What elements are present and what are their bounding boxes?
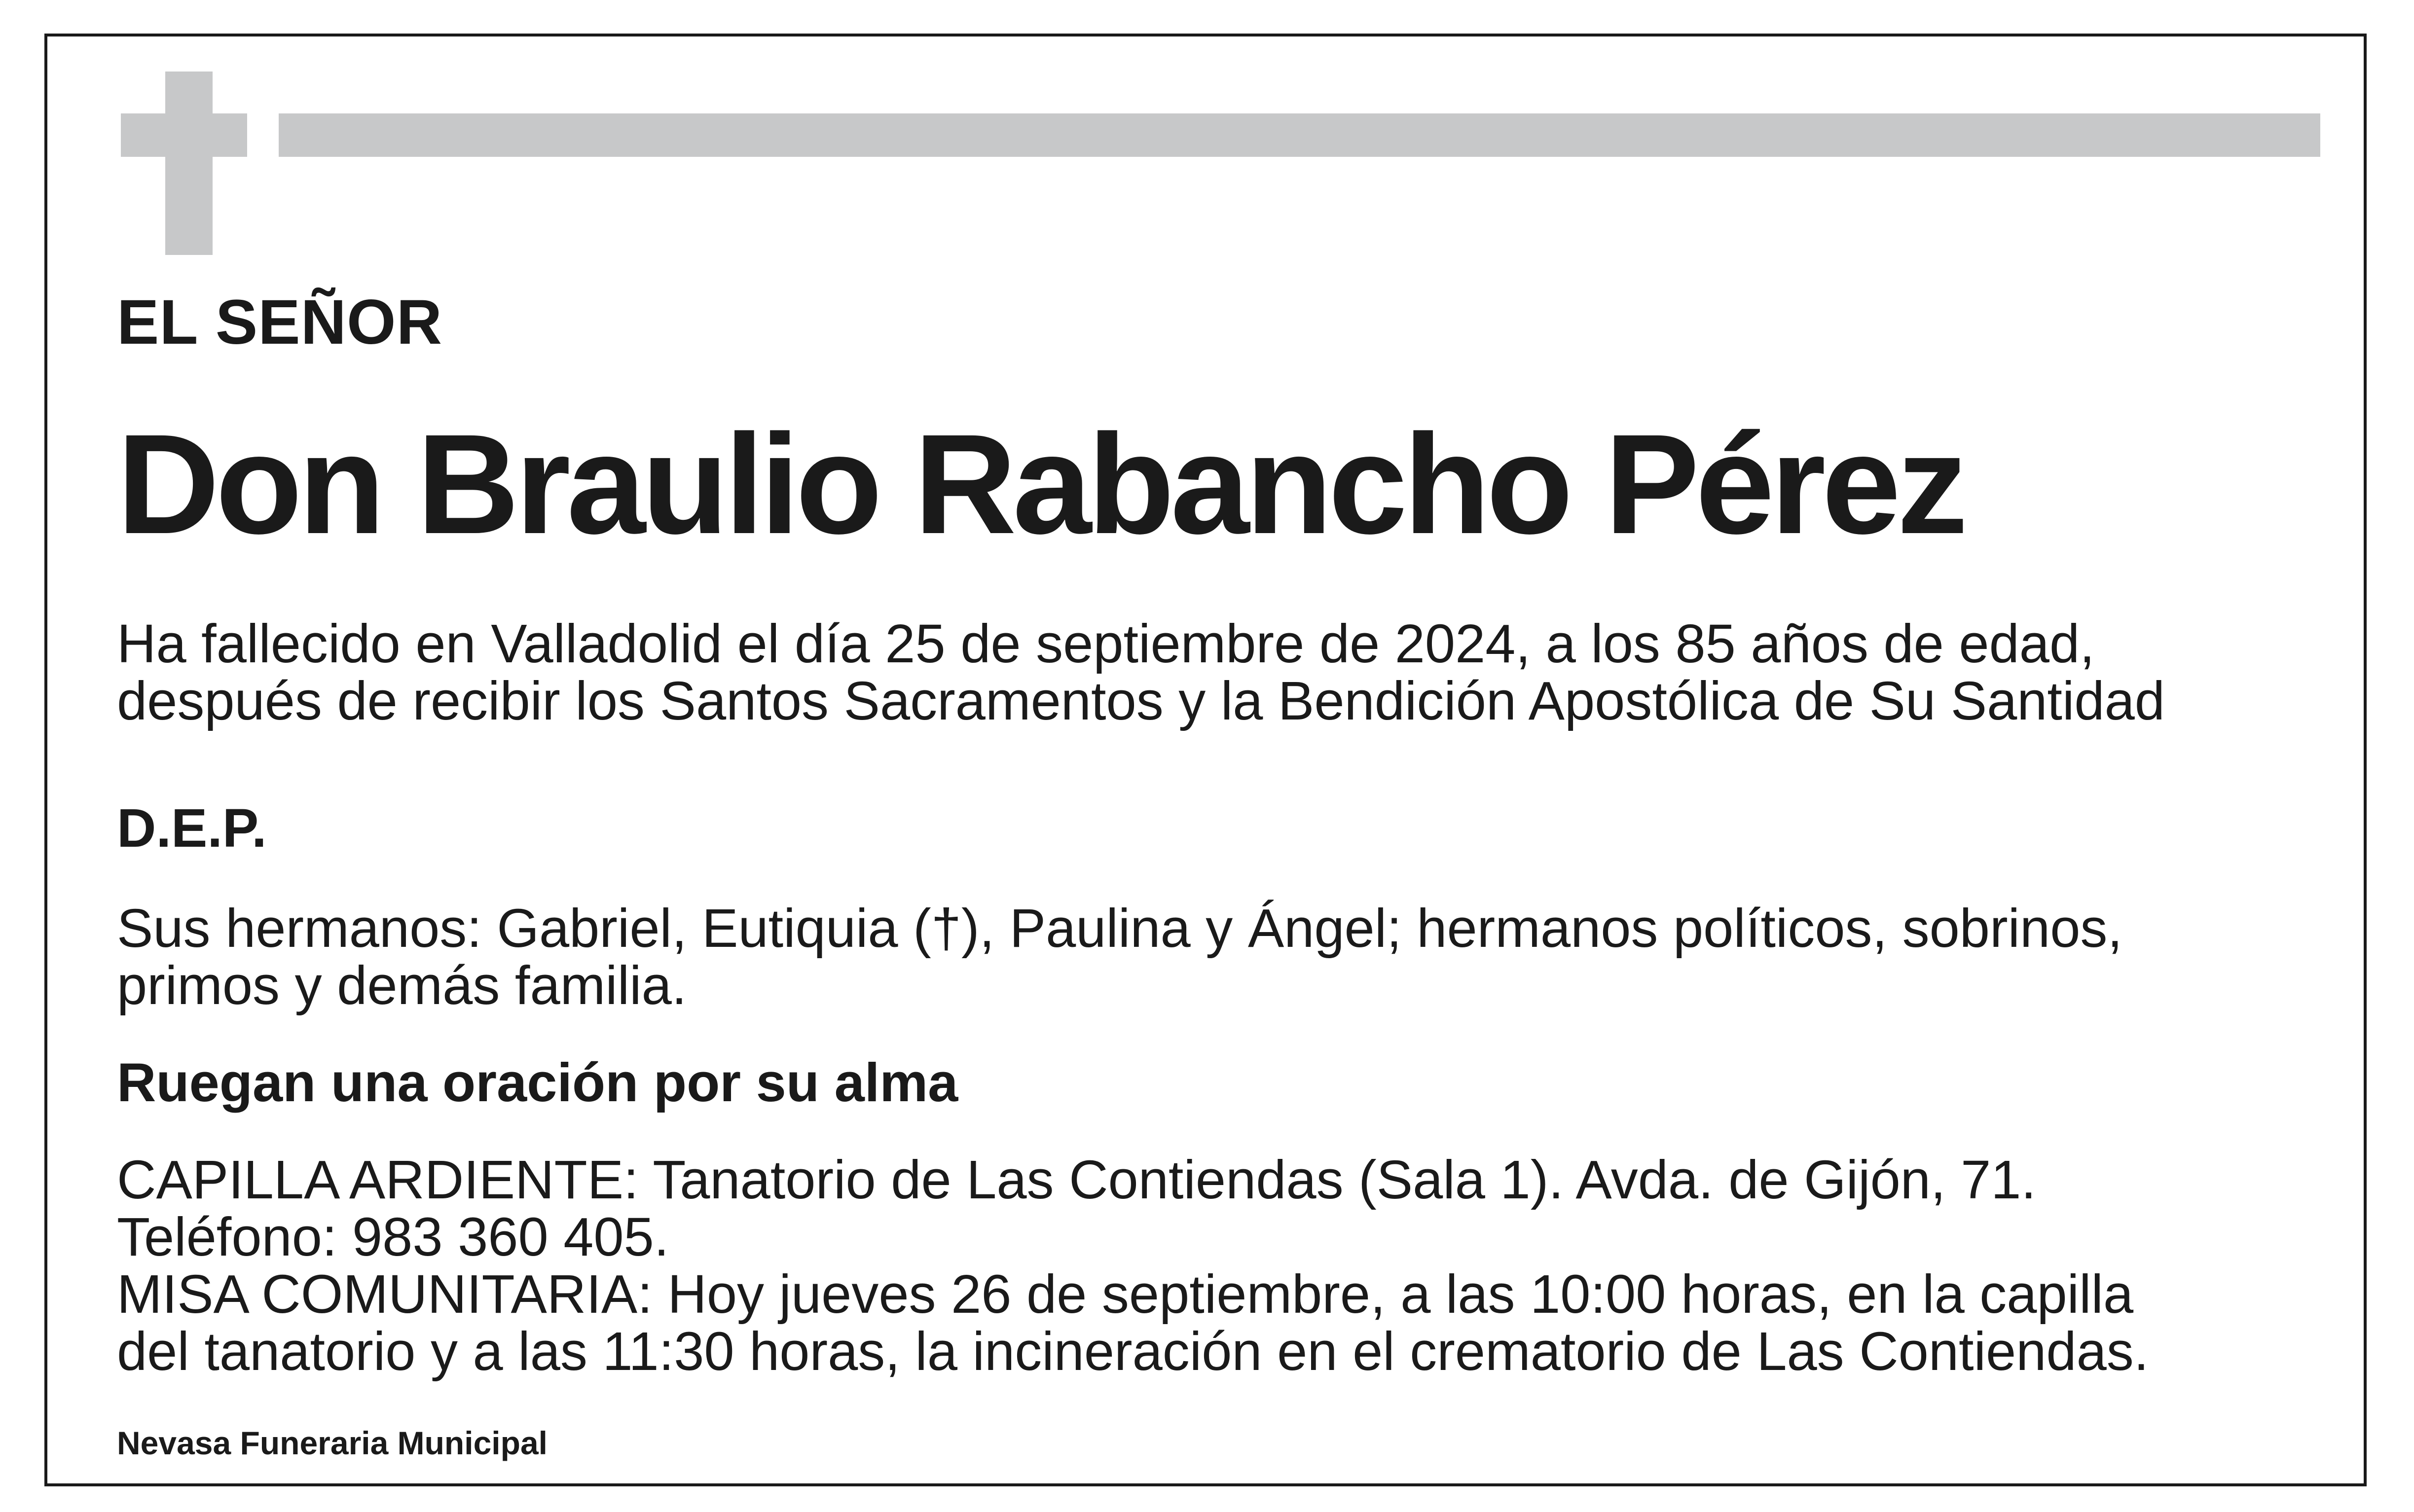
death-notice (117, 615, 2165, 730)
family-list (117, 900, 2122, 1014)
service-details-line: CAPILLA ARDIENTE: Tanatorio de Las Contiendas (Sala 1). Avda. de Gijón, 71. (117, 1150, 2036, 1210)
rip-label: D.E.P. (117, 798, 267, 859)
service-details-line: MISA COMUNITARIA: Hoy jueves 26 de septiembre, a las 10:00 horas, en la capilla (117, 1264, 2134, 1325)
death-notice-line: Ha fallecido en Valladolid el día 25 de septiembre de 2024, a los 85 años de edad, (117, 613, 2095, 674)
honorific-label: EL SEÑOR (117, 287, 442, 358)
deceased-name: Don Braulio Rabancho Pérez (117, 405, 1964, 564)
prayer-request: Ruegan una oración por su alma (117, 1052, 958, 1113)
cross-icon-arm (121, 113, 247, 157)
death-notice-line: después de recibir los Santos Sacramentos y la Bendición Apostólica de Su Santidad (117, 671, 2165, 731)
header-rule (279, 113, 2320, 157)
family-list-line: primos y demás familia. (117, 955, 687, 1016)
service-details-line: Teléfono: 983 360 405. (117, 1207, 669, 1267)
service-details (117, 1152, 2149, 1380)
family-list-line: Sus hermanos: Gabriel, Eutiquia (†), Paulina y Ángel; hermanos políticos, sobrinos, (117, 898, 2122, 959)
cross-icon (165, 72, 213, 255)
funeral-home-name: Nevasa Funeraria Municipal (117, 1425, 548, 1461)
service-details-line: del tanatorio y a las 11:30 horas, la incineración en el crematorio de Las Contiendas. (117, 1321, 2149, 1382)
